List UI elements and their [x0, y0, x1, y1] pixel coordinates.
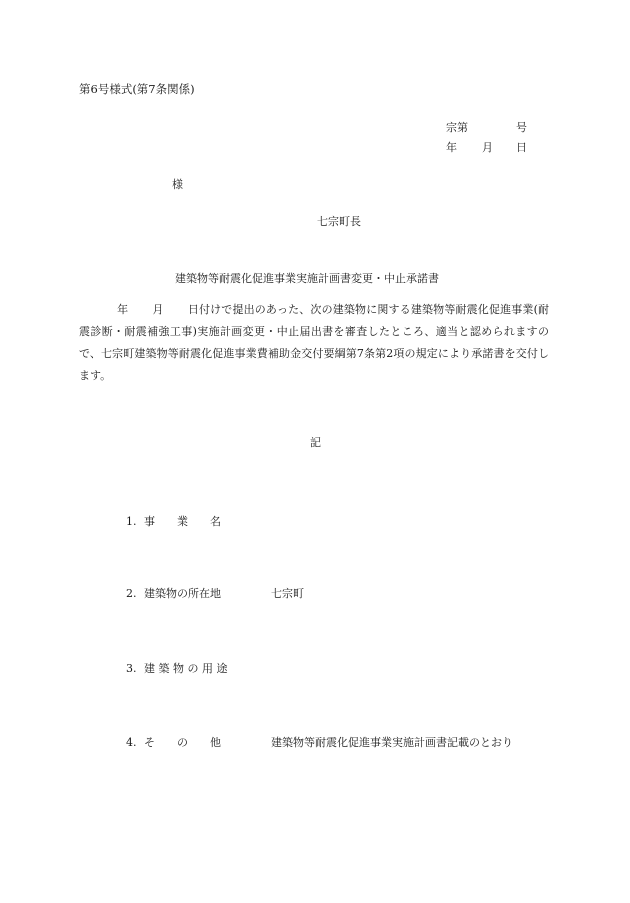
list-item	[126, 585, 304, 601]
list-item	[126, 513, 271, 529]
date-year: 年	[446, 141, 457, 154]
list-item	[126, 660, 271, 676]
document-title: 建築物等耐震化促進事業実施計画書変更・中止承諾書	[175, 272, 439, 285]
body-text: 日付けで提出のあった、次の建築物に関する建築物等耐震化促進事業(耐震診断・耐震補強工事)実施計画変更・中止届出書を審査したところ、適当と認められますので、七宗町建築物等耐震化促進事業費補助金交付要綱第7条第2項の規定により承諾書を交付します。	[79, 303, 550, 382]
item-label: 事 業 名	[144, 515, 221, 528]
item-label: 建築物の所在地	[144, 587, 221, 600]
item-value: 建築物等耐震化促進事業実施計画書記載のとおり	[271, 736, 513, 749]
body-year: 年	[117, 303, 129, 316]
item-value: 七宗町	[271, 587, 304, 600]
addressee: 様	[172, 178, 183, 191]
issue-date	[446, 139, 527, 155]
item-label: そ の 他	[144, 736, 221, 749]
item-number: 4.	[126, 736, 137, 749]
reference-number	[446, 119, 527, 135]
ki-heading: 記	[310, 436, 321, 449]
form-number-label: 第6号様式(第7条関係)	[79, 82, 195, 96]
body-paragraph	[79, 299, 549, 387]
list-item	[126, 734, 513, 750]
date-day: 日	[516, 141, 527, 154]
item-number: 1.	[126, 515, 137, 528]
issuer-name: 七宗町長	[317, 215, 361, 228]
item-number: 3.	[126, 662, 137, 675]
item-label: 建 築 物 の 用 途	[144, 662, 228, 675]
date-month: 月	[482, 141, 493, 154]
body-month: 月	[152, 303, 164, 316]
reference-suffix: 号	[516, 121, 527, 134]
reference-prefix: 宗第	[446, 121, 468, 134]
item-number: 2.	[126, 587, 137, 600]
